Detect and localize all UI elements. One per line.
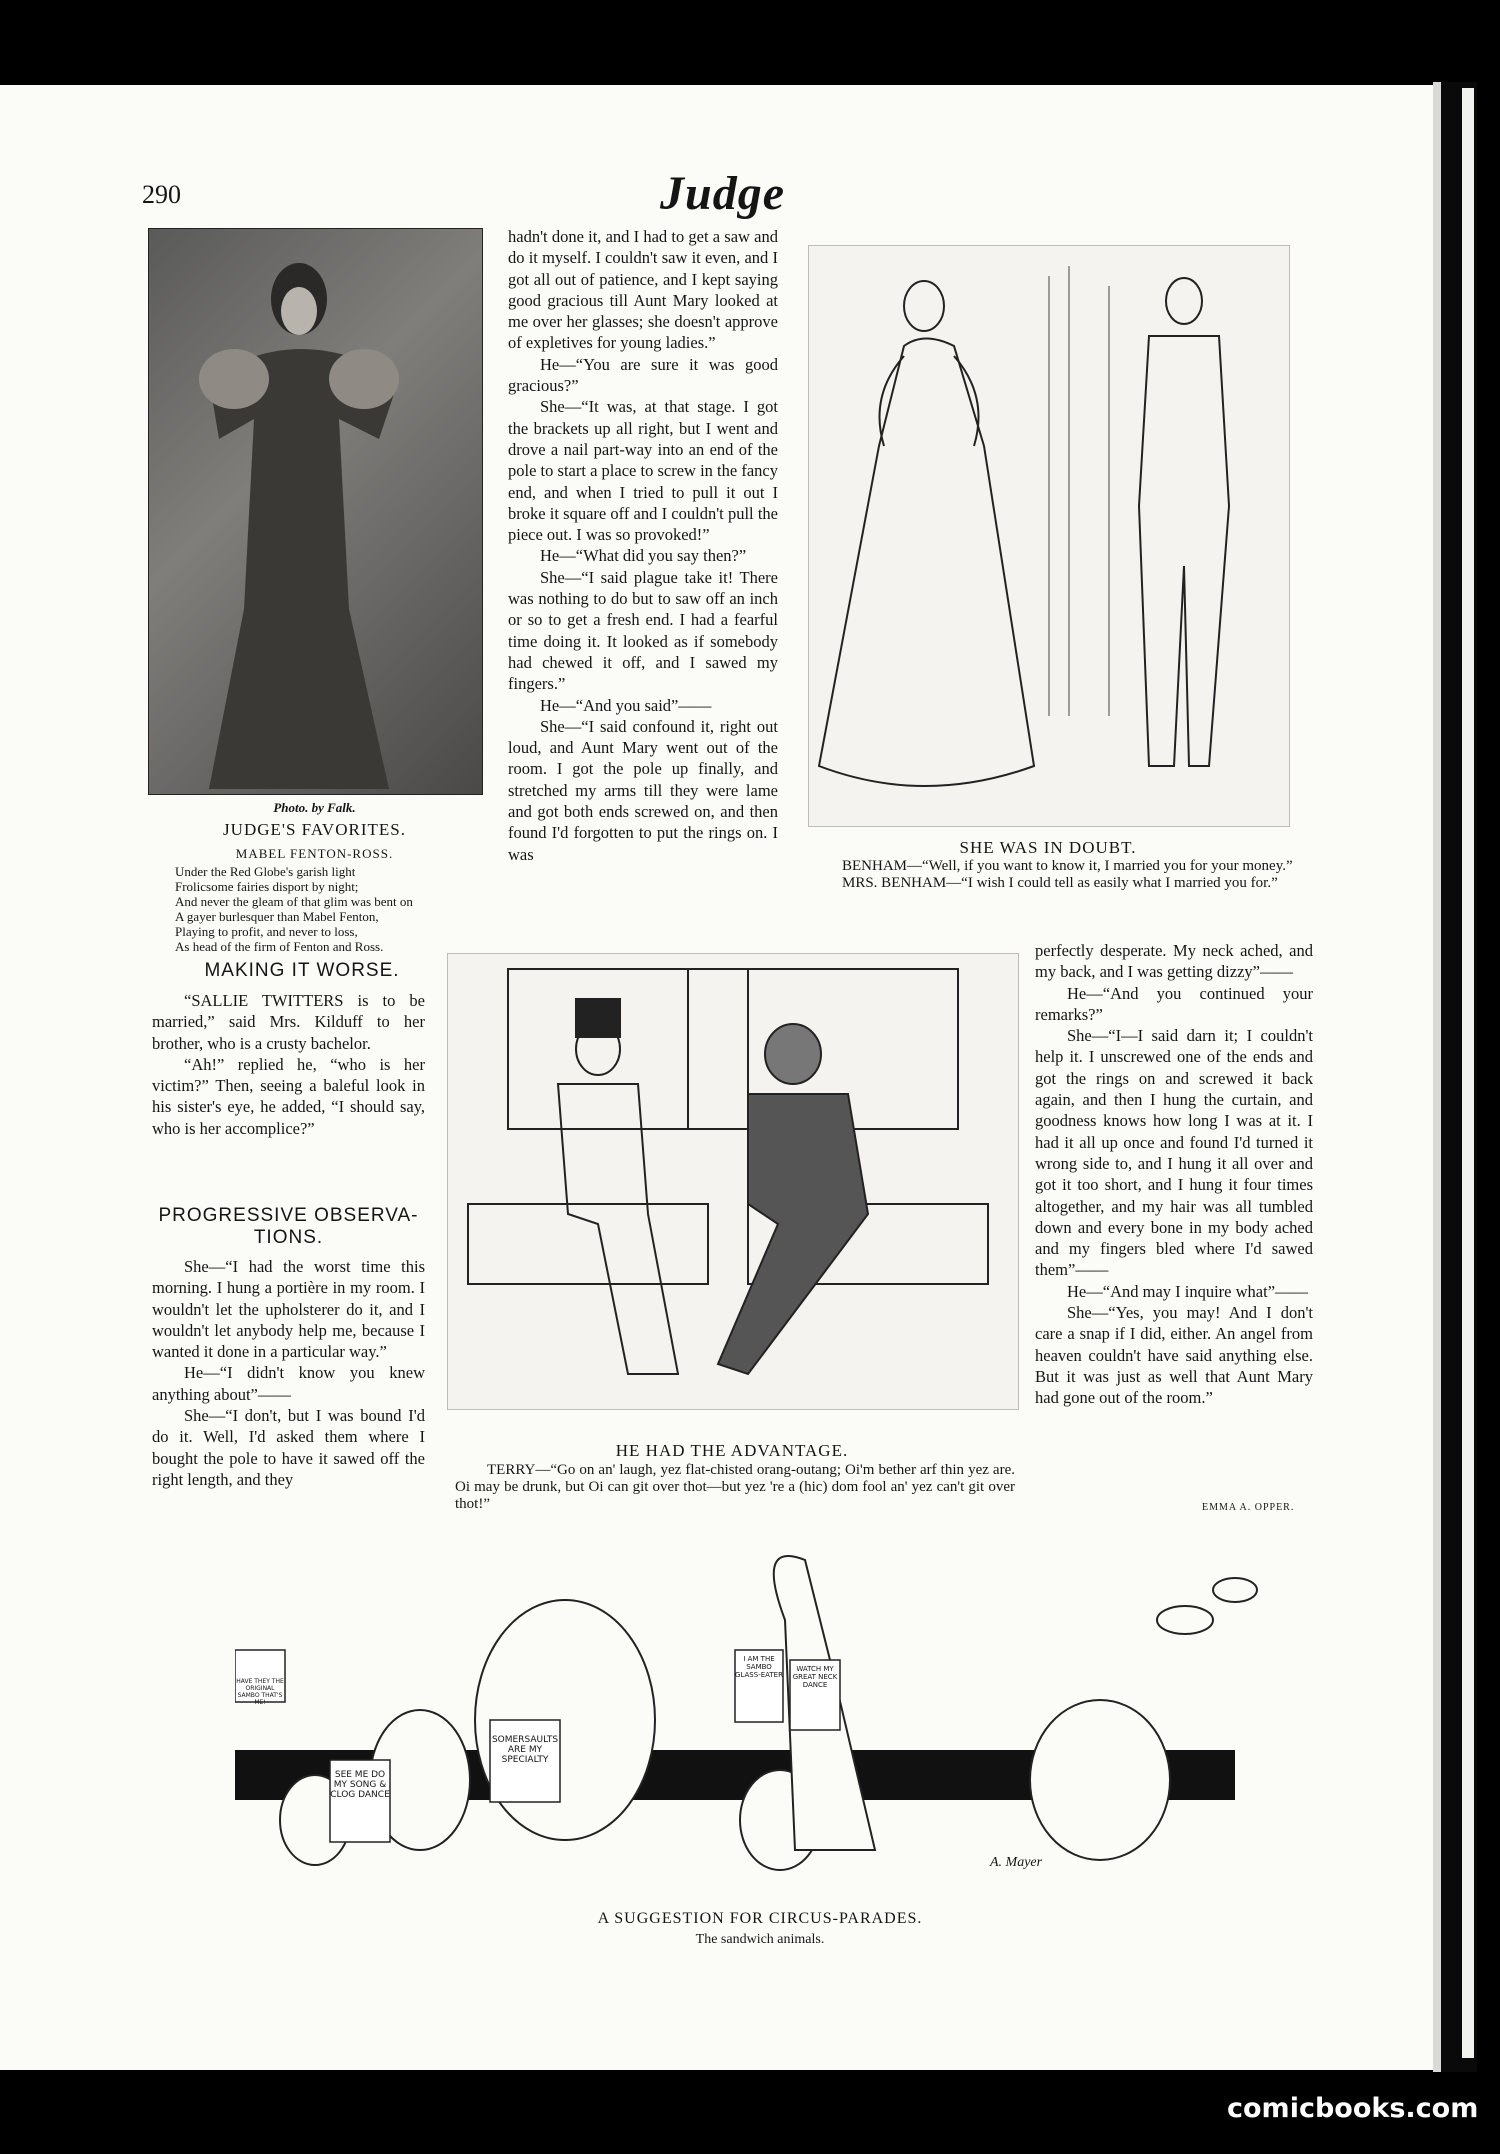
- page-number: 290: [142, 180, 181, 209]
- paragraph: perfectly desperate. My neck ached, and my back, and I was getting dizzy”——: [1035, 941, 1313, 982]
- sign-text: WATCH MY GREAT NECK DANCE: [792, 1665, 838, 1689]
- paragraph: She—“I said plague take it! There was nothing to do but to saw off an inch or so to get a fresh end. I had a fearful time doing it. It looked as if somebody had chewed it off, and I sawed my fingers.”: [508, 567, 778, 694]
- circus-subtitle: The sandwich animals.: [695, 1932, 825, 1947]
- paragraph: She—“I—I said darn it; I couldn't help it. I unscrewed one of the ends and got the rings on and screwed it back again, and then I hung the curtain, and goodness knows how long I was at it. I had it all up once and found I'd turned it wrong side to, and I hung it all over and got it too short, and I hung it four times altogether, and my hair was all tumbled down and every bone in my body ached and my fingers bled where I'd sawed them”——: [1035, 1026, 1313, 1280]
- masthead: Judge: [660, 167, 785, 220]
- signoff: EMMA A. OPPER.: [1202, 1502, 1295, 1513]
- photo-subtitle: MABEL FENTON-ROSS.: [235, 846, 394, 861]
- paragraph: He—“And you continued your remarks?”: [1035, 983, 1313, 1024]
- circus-parade-drawing: [235, 1520, 1260, 1905]
- verse-line: Playing to profit, and never to loss,: [175, 924, 358, 939]
- doubt-title: SHE WAS IN DOUBT.: [959, 838, 1137, 857]
- progressive-title: PROGRESSIVE OBSERVA-TIONS.: [158, 1205, 419, 1248]
- photo-title: JUDGE'S FAVORITES.: [223, 820, 406, 839]
- sign-text: SOMERSAULTS ARE MY SPECIALTY: [491, 1735, 559, 1765]
- illustration-train-car: [447, 953, 1019, 1410]
- paragraph: He—“And may I inquire what”——: [1067, 1281, 1309, 1301]
- train-car-drawing: [448, 954, 1018, 1409]
- watermark: comicbooks.com: [1227, 2093, 1479, 2124]
- photo-mabel-fenton: [148, 228, 483, 795]
- paragraph: She—“It was, at that stage. I got the brackets up all right, but I went and drove a nail part-way into an end of the pole to start a place to screw in the fancy end, and when I tried to pull it out I broke it square off and I couldn't pull the piece out. I was so provoked!”: [508, 397, 778, 545]
- paragraph: hadn't done it, and I had to get a saw and do it myself. I couldn't saw it even, and I got all out of patience, and I kept saying good gracious till Aunt Mary looked at me over her glasses; she doesn't approve of expletives for young ladies.”: [508, 227, 778, 353]
- making-it-worse-body: [152, 990, 425, 1139]
- illustration-circus-parade: [235, 1520, 1260, 1905]
- sign-text: HAVE THEY THE ORIGINAL SAMBO THAT'S ME!: [236, 1678, 284, 1706]
- illustration-couple: [808, 245, 1290, 827]
- paragraph: He—“What did you say then?”: [540, 546, 747, 566]
- paragraph: She—“Yes, you may! And I don't care a snap if I did, either. An angel from heaven couldn't have said anything else. But it was just as well that Aunt Mary had gone out of the room.”: [1035, 1303, 1313, 1408]
- paragraph: She—“I don't, but I was bound I'd do it. Well, I'd asked them where I bought the pole to have it sawed off the right length, and they: [152, 1406, 425, 1489]
- artist-signature: A. Mayer: [990, 1855, 1043, 1870]
- sign-text: I AM THE SAMBO GLASS-EATER: [735, 1655, 783, 1679]
- photo-verse: [175, 864, 475, 954]
- progressive-middle-column: [508, 226, 778, 865]
- making-it-worse-title: MAKING IT WORSE.: [204, 960, 400, 981]
- verse-line: Frolicsome fairies disport by night;: [175, 879, 359, 894]
- paragraph: He—“You are sure it was good gracious?”: [508, 354, 778, 396]
- progressive-left-column: [152, 1256, 425, 1490]
- advantage-text: TERRY—“Go on an' laugh, yez flat-chisted orang-outang; Oi'm bether arf thin yez are. Oi may be drunk, but Oi can git over thot—but yez 're a (hic) dom fool an' yez can't git over thot!”: [455, 1462, 1015, 1512]
- sign-text: SEE ME DO MY SONG & CLOG DANCE: [330, 1770, 390, 1800]
- verse-line: And never the gleam of that glim was bent on: [175, 894, 413, 909]
- verse-line: A gayer burlesquer than Mabel Fenton,: [175, 909, 379, 924]
- verse-line: Under the Red Globe's garish light: [175, 864, 356, 879]
- circus-title: A SUGGESTION FOR CIRCUS-PARADES.: [597, 1910, 923, 1927]
- dialogue-line: MRS. BENHAM—“I wish I could tell as easily what I married you for.”: [842, 875, 1278, 891]
- paragraph: He—“I didn't know you knew anything about”——: [152, 1363, 425, 1404]
- paragraph: She—“I said confound it, right out loud, and Aunt Mary went out of the room. I got the pole up finally, and stretched my arms till they were lame and got both ends screwed on, and then found I'd forgotten to put the rings on. I was: [508, 716, 778, 864]
- paragraph: She—“I had the worst time this morning. I hung a portière in my room. I wouldn't let the upholsterer do it, and I wouldn't let anybody help me, because I wanted it done in a particular way.”: [152, 1257, 425, 1362]
- woman-portrait-figure: [149, 229, 482, 794]
- paragraph: “SALLIE TWITTERS is to be married,” said Mrs. Kilduff to her brother, who is a crusty bachelor.: [152, 991, 425, 1053]
- dialogue-line: BENHAM—“Well, if you want to know it, I married you for your money.”: [842, 858, 1293, 874]
- paragraph: “Ah!” replied he, “who is her victim?” Then, seeing a baleful look in his sister's eye, he added, “I should say, who is her accomplice?”: [152, 1054, 425, 1138]
- advantage-title: HE HAD THE ADVANTAGE.: [615, 1441, 849, 1460]
- photo-credit: Photo. by Falk.: [273, 800, 356, 815]
- couple-drawing: [809, 246, 1289, 826]
- next-page-sliver: [1462, 88, 1474, 2058]
- doubt-dialogue: [810, 858, 1310, 892]
- paragraph: He—“And you said”——: [540, 695, 712, 715]
- page-edge: [1433, 82, 1441, 2072]
- verse-line: As head of the firm of Fenton and Ross.: [175, 939, 384, 954]
- progressive-right-column: [1035, 940, 1313, 1409]
